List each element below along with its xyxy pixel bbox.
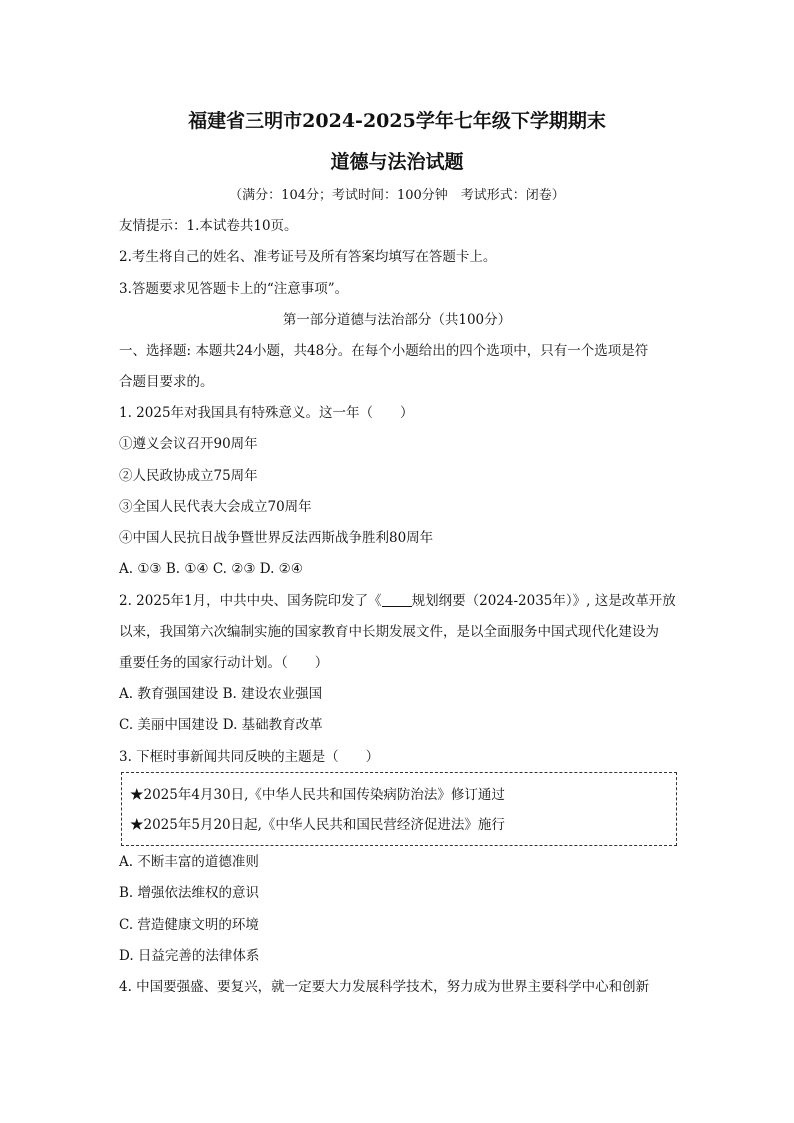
q2-stem-pre: 2. 2025年1月，中共中央、国务院印发了《 — [119, 593, 382, 609]
q2-stem-post: 规划纲要（2024-2035年）》, 这是改革开放 — [411, 593, 676, 609]
q3-option-c: C. 营造健康文明的环境 — [119, 917, 259, 933]
q1-options: A. ①③ B. ①④ C. ②③ D. ②④ — [119, 561, 303, 577]
q1-item-1: ①遵义会议召开90周年 — [119, 436, 258, 452]
q2-line-3: 重要任务的国家行动计划。（ ） — [119, 655, 329, 671]
q1-item-3: ③全国人民代表大会成立70周年 — [119, 499, 312, 515]
q1-item-4: ④中国人民抗日战争暨世界反法西斯战争胜利80周年 — [119, 530, 434, 546]
tip-1: 友情提示：1.本试卷共10页。 — [119, 218, 298, 234]
title-line-1: 福建省三明市2024-2025学年七年级下学期期末 — [188, 110, 606, 132]
fill-in-blank — [382, 592, 412, 607]
tip-3: 3.答题要求见答题卡上的“注意事项”。 — [119, 281, 349, 297]
part-title: 第一部分道德与法治部分（共100分） — [282, 312, 512, 328]
q3-option-d: D. 日益完善的法律体系 — [119, 948, 260, 964]
q1-item-2: ②人民政协成立75周年 — [119, 468, 258, 484]
exam-info: （满分：104分；考试时间：100分钟 考试形式：闭卷） — [229, 188, 565, 203]
q2-stem — [119, 592, 676, 610]
instruction-line-1: 一、选择题: 本题共24小题，共48分。在每个小题给出的四个选项中，只有一个选项是符 — [119, 343, 649, 359]
q1-stem: 1. 2025年对我国具有特殊意义。这一年（ ） — [119, 405, 414, 421]
q2-options-row-1: A. 教育强国建设 B. 建设农业强国 — [119, 686, 323, 702]
news-item-2: ★2025年5月20日起,《中华人民共和国民营经济促进法》施行 — [130, 817, 505, 833]
q2-options-row-2: C. 美丽中国建设 D. 基础教育改革 — [119, 717, 323, 733]
tip-2: 2.考生将自己的姓名、准考证号及所有答案均填写在答题卡上。 — [119, 249, 497, 265]
q3-stem: 3. 下框时事新闻共同反映的主题是（ ） — [119, 749, 380, 765]
title-line-2: 道德与法治试题 — [330, 151, 464, 173]
q4-stem: 4. 中国要强盛、要复兴，就一定要大力发展科学技术，努力成为世界主要科学中心和创新 — [119, 979, 650, 995]
q3-option-a: A. 不断丰富的道德准则 — [119, 854, 259, 870]
instruction-line-2: 合题目要求的。 — [119, 374, 214, 390]
q2-line-2: 以来，我国第六次编制实施的国家教育中长期发展文件，是以全面服务中国式现代化建设为 — [119, 624, 659, 640]
news-box — [121, 772, 677, 846]
q3-option-b: B. 增强依法维权的意识 — [119, 885, 260, 901]
news-item-1: ★2025年4月30日,《中华人民共和国传染病防治法》修订通过 — [130, 787, 505, 803]
